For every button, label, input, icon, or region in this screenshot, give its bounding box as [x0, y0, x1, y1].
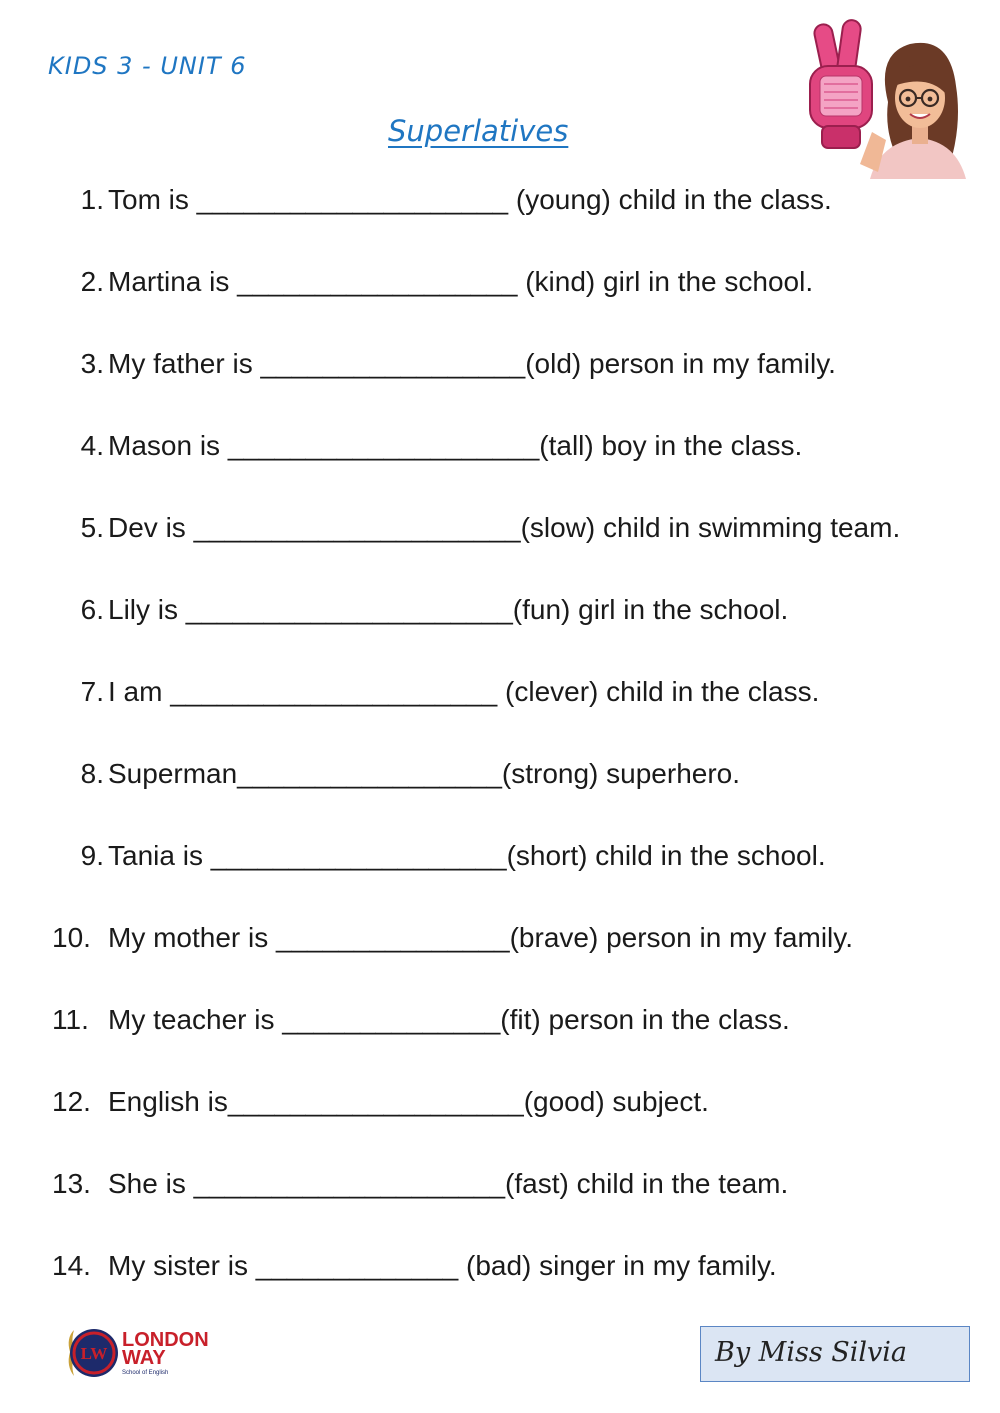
- signature-box: [700, 1326, 970, 1382]
- teacher-figure: [860, 43, 966, 179]
- item-sentence: Lily is _____________________(fun) girl in the school.: [108, 594, 789, 625]
- svg-text:LW: LW: [80, 1344, 108, 1363]
- item-number: 10.: [52, 922, 91, 953]
- item-sentence: Martina is __________________ (kind) girl in the school.: [108, 266, 814, 297]
- item-sentence: Tania is ___________________(short) child in the school.: [108, 840, 826, 871]
- item-sentence: Dev is _____________________(slow) child in swimming team.: [108, 512, 901, 543]
- item-number: 9.: [80, 840, 104, 871]
- london-way-logo: [64, 1322, 224, 1382]
- item-sentence: I am _____________________ (clever) child in the class.: [108, 676, 820, 707]
- item-number: 13.: [52, 1168, 91, 1199]
- item-sentence: Mason is ____________________(tall) boy in the class.: [108, 430, 803, 461]
- item-number: 6.: [80, 594, 104, 625]
- item-number: 1.: [80, 184, 104, 215]
- item-number: 4.: [80, 430, 104, 461]
- item-number: 12.: [52, 1086, 91, 1117]
- item-number: 11.: [52, 1004, 89, 1035]
- item-sentence: My father is _________________(old) person in my family.: [108, 348, 836, 379]
- item-number: 3.: [80, 348, 104, 379]
- item-sentence: She is ____________________(fast) child in the team.: [108, 1168, 789, 1199]
- unit-label: KIDS 3 - UNIT 6: [48, 52, 247, 80]
- item-sentence: My mother is _______________(brave) person in my family.: [108, 922, 853, 953]
- item-number: 2.: [80, 266, 104, 297]
- item-sentence: Superman_________________(strong) superhero.: [108, 758, 741, 789]
- svg-text:LONDON: LONDON: [122, 1329, 209, 1351]
- item-number: 5.: [80, 512, 104, 543]
- svg-text:WAY: WAY: [122, 1347, 166, 1369]
- page-title: Superlatives: [388, 114, 569, 148]
- teacher-avatar-image: [800, 14, 970, 179]
- item-sentence: My teacher is ______________(fit) person in the class.: [108, 1004, 790, 1035]
- foam-finger-icon: [810, 19, 872, 148]
- svg-text:School of English: School of English: [122, 1370, 169, 1376]
- item-sentence: My sister is _____________ (bad) singer in my family.: [108, 1250, 777, 1281]
- item-sentence: Tom is ____________________ (young) child in the class.: [108, 184, 832, 215]
- author-signature: By Miss Silvia: [715, 1337, 908, 1368]
- item-number: 8.: [80, 758, 104, 789]
- item-number: 14.: [52, 1250, 91, 1281]
- item-number: 7.: [80, 676, 104, 707]
- item-sentence: English is___________________(good) subject.: [108, 1086, 709, 1117]
